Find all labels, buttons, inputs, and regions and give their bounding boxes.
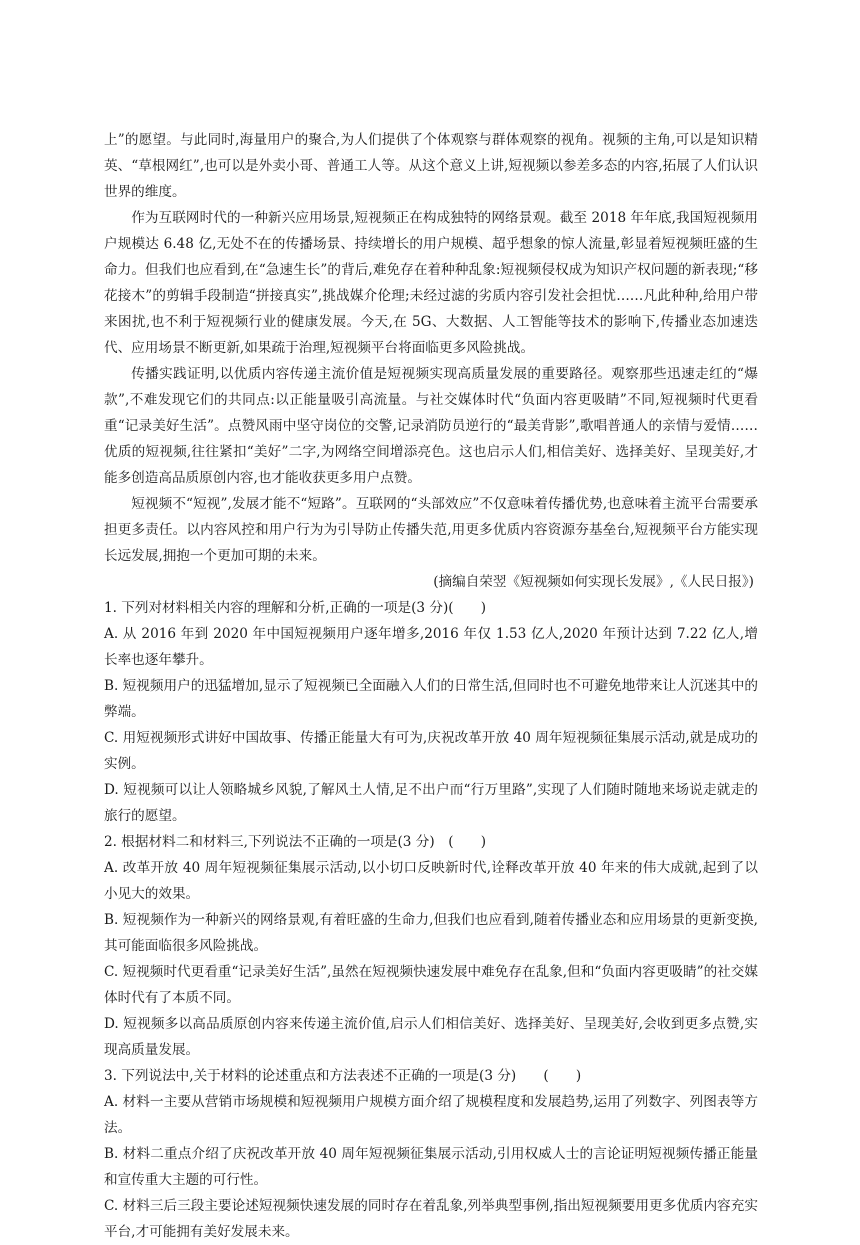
option-a: A. 材料一主要从营销市场规模和短视频用户规模方面介绍了规模程度和发展趋势,运用了列数字、列图表等方法。 [104,1094,758,1136]
question-stem: 1. 下列对材料相关内容的理解和分析,正确的一项是(3 分)( ) [104,600,487,616]
option-c: C. 用短视频形式讲好中国故事、传播正能量大有可为,庆祝改革开放 40 周年短视频征集展示活动,就是成功的实例。 [104,730,758,772]
question-stem: 3. 下列说法中,关于材料的论述重点和方法表述不正确的一项是(3 分) ( ) [104,1068,582,1084]
document-page [104,127,758,1245]
option-b: B. 短视频用户的迅猛增加,显示了短视频已全面融入人们的日常生活,但同时也不可避免地带来让人沉迷其中的弊端。 [104,678,758,720]
question-1 [104,595,758,829]
option-a: A. 改革开放 40 周年短视频征集展示活动,以小切口反映新时代,诠释改革开放 40 年来的伟大成就,起到了以小见大的效果。 [104,860,758,902]
passage-paragraph: 作为互联网时代的一种新兴应用场景,短视频正在构成独特的网络景观。截至 2018 年年底,我国短视频用户规模达 6.48 亿,无处不在的传播场景、持续增长的用户规模、超乎想象的惊人流量,彰显着短视频旺盛的生命力。但我们也应看到,在“急速生长”的背后,难免存在着种种乱象:短视频侵权成为知识产权问题的新表现;“移花接木”的剪辑手段制造“拼接真实”,挑战媒介伦理;未经过滤的劣质内容引发社会担忧……凡此种种,给用户带来困扰,也不利于短视频行业的健康发展。今天,在 5G、大数据、人工智能等技术的影响下,传播业态加速迭代、应用场景不断更新,如果疏于治理,短视频平台将面临更多风险挑战。 [104,210,758,356]
question-stem: 2. 根据材料二和材料三,下列说法不正确的一项是(3 分) ( ) [104,834,487,850]
passage-paragraph: 短视频不“短视”,发展才能不“短路”。互联网的“头部效应”不仅意味着传播优势,也意味着主流平台需要承担更多责任。以内容风控和用户行为为引导防止传播失范,用更多优质内容资源夯基垒台,短视频平台方能实现长远发展,拥抱一个更加可期的未来。 [104,496,758,564]
option-c: C. 短视频时代更看重“记录美好生活”,虽然在短视频快速发展中难免存在乱象,但和“负面内容更吸睛”的社交媒体时代有了本质不同。 [104,964,758,1006]
option-c: C. 材料三后三段主要论述短视频快速发展的同时存在着乱象,列举典型事例,指出短视频要用更多优质内容充实平台,才可能拥有美好发展未来。 [104,1198,758,1240]
passage-paragraph-continued: 上”的愿望。与此同时,海量用户的聚合,为人们提供了个体观察与群体观察的视角。视频的主角,可以是知识精英、“草根网红”,也可以是外卖小哥、普通工人等。从这个意义上讲,短视频以参差多态的内容,拓展了人们认识世界的维度。 [104,132,758,200]
option-d: D. 短视频可以让人领略城乡风貌,了解风土人情,足不出户而“行万里路”,实现了人们随时随地来场说走就走的旅行的愿望。 [104,782,758,824]
option-b: B. 短视频作为一种新兴的网络景观,有着旺盛的生命力,但我们也应看到,随着传播业态和应用场景的更新变换,其可能面临很多风险挑战。 [104,912,758,954]
option-d: D. 短视频多以高品质原创内容来传递主流价值,启示人们相信美好、选择美好、呈现美好,会收到更多点赞,实现高质量发展。 [104,1016,758,1058]
option-b: B. 材料二重点介绍了庆祝改革开放 40 周年短视频征集展示活动,引用权威人士的言论证明短视频传播正能量和宣传重大主题的可行性。 [104,1146,758,1188]
question-2 [104,829,758,1063]
option-a: A. 从 2016 年到 2020 年中国短视频用户逐年增多,2016 年仅 1.53 亿人,2020 年预计达到 7.22 亿人,增长率也逐年攀升。 [104,626,758,668]
source-citation: (摘编自荣翌《短视频如何实现长发展》,《人民日报》) [433,574,754,590]
passage-paragraph: 传播实践证明,以优质内容传递主流价值是短视频实现高质量发展的重要路径。观察那些迅速走红的“爆款”,不难发现它们的共同点:以正能量吸引高流量。与社交媒体时代“负面内容更吸睛”不同,短视频时代更看重“记录美好生活”。点赞风雨中坚守岗位的交警,记录消防员逆行的“最美背影”,歌唱普通人的亲情与爱情……优质的短视频,往往紧扣“美好”二字,为网络空间增添亮色。这也启示人们,相信美好、选择美好、呈现美好,才能多创造高品质原创内容,也才能收获更多用户点赞。 [104,366,758,486]
question-3 [104,1063,758,1245]
